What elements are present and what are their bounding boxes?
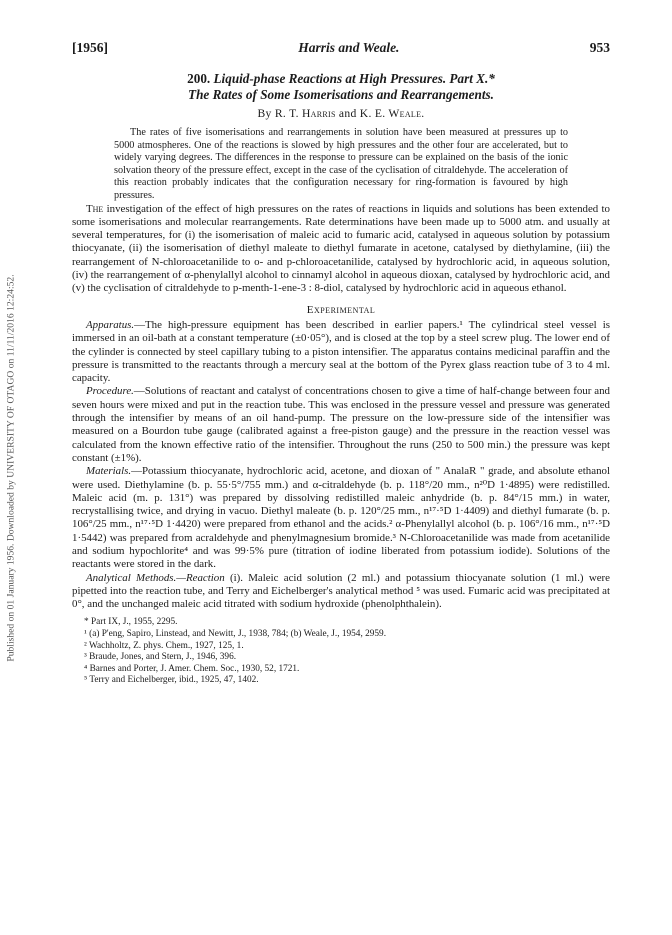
analytical-text: (i). Maleic acid solution (2 ml.) and potassium thiocyanate solution (1 ml.) were pipetted into the reaction tube, and Terry and Eichelberger's analytical method ⁵ was used. Fumaric acid was precipitated at 0°, and the unchanged maleic acid titrated with sodium hydroxide (phenolphthalein). <box>72 571 610 611</box>
materials-text: —Potassium thiocyanate, hydrochloric acid, acetone, and dioxan of " AnalaR " grade, and absolute ethanol were used. Diethylamine (b. p. 55·5°/755 mm.) and α-citraldehyde (b. p. 118°/20 mm., n²⁰D 1·4895) were redistilled. Maleic acid (m. p. 131°) was prepared by dissolving redistilled maleic anhydride (b. p. 84°/15 mm.) in water, recrystallising twice, and drying in vacuo. Diethyl maleate (b. p. 120°/25 mm., n¹⁷·⁵D 1·4409) and diethyl fumarate (b. p. 106°/25 mm., n¹⁷·⁵D 1·4420) were prepared from ethanol and the acids.² α-Phenylallyl alcohol (b. p. 106°/16 mm., n¹⁷·⁵D 1·5442) was prepared from acraldehyde and phenylmagnesium bromide.³ N-Chloroacetanilide was made from acetanilide and sodium hypochlorite⁴ and was 99·5% pure (titration of iodine liberated from potassium iodide). Solutions of the reactants were stored in the dark. <box>72 465 610 571</box>
analytical-paragraph <box>72 572 610 612</box>
author-by: By <box>257 107 272 120</box>
running-header <box>72 40 610 62</box>
footnotes <box>72 617 610 687</box>
download-watermark <box>0 0 22 935</box>
intro-paragraph <box>72 203 610 296</box>
footnote: ⁴ Barnes and Porter, J. Amer. Chem. Soc., 1930, 52, 1721. <box>84 663 300 674</box>
materials-label: Materials. <box>86 465 132 478</box>
analytical-label: Analytical Methods.—Reaction <box>86 571 225 584</box>
materials-paragraph <box>72 465 610 571</box>
article-number: 200. <box>187 71 211 86</box>
apparatus-text: —The high-pressure equipment has been described in earlier papers.¹ The cylindrical steel vessel is immersed in an oil-bath at a constant temperature (±0·05°), and is closed at the top by a steel screw plug. The lower end of the cylinder is connected by steel capillary tubing to a piston intensifier. The apparatus contains medicinal paraffin and the pressure is transmitted to the reactants through a mercury seal at the bottom of the Pyrex glass reaction tube of 3 to 4 ml. capacity. <box>72 318 610 385</box>
abstract: The rates of five isomerisations and rearrangements in solution have been measured at pressures up to 5000 atmospheres. One of the reactions is slowed by high pressures and the other four are accelerated, but to widely varying degrees. The differences in the response to pressure can be explained on the basis of the ionic solvation theory of the pressure effect, except in the case of the cyclisation of citraldehyde. The acceleration of this reaction probably indicates that the configuration necessary for ring-formation is favoured by high pressures. <box>114 127 568 201</box>
section-heading-experimental: Experimental <box>306 303 376 316</box>
apparatus-paragraph <box>72 319 610 385</box>
header-year: [1956] <box>72 40 108 55</box>
author-line <box>72 107 610 120</box>
procedure-label: Procedure. <box>86 385 134 398</box>
title-line-1-text: Liquid-phase Reactions at High Pressures. Part X.* <box>213 71 495 86</box>
author-1: R. T. Harris <box>274 107 336 120</box>
header-running-title: Harris and Weale. <box>298 40 400 55</box>
title-line-1 <box>72 71 610 87</box>
footnote: ³ Braude, Jones, and Stern, J., 1946, 396. <box>84 652 237 663</box>
author-and: and <box>338 107 357 120</box>
footnote: * Part IX, J., 1955, 2295. <box>84 617 178 628</box>
footnote: ⁵ Terry and Eichelberger, ibid., 1925, 47, 1402. <box>84 675 259 686</box>
download-watermark-text: Published on 01 January 1956. Downloaded by UNIVERSITY OF OTAGO on 11/11/2016 12:24:52. <box>5 274 17 662</box>
intro-first-word: The <box>86 202 104 215</box>
title-line-2: The Rates of Some Isomerisations and Rearrangements. <box>188 87 494 102</box>
footnote: ² Wachholtz, Z. phys. Chem., 1927, 125, 1. <box>84 640 244 651</box>
footnote: ¹ (a) P'eng, Sapiro, Linstead, and Newitt, J., 1938, 784; (b) Weale, J., 1954, 2959. <box>84 629 387 640</box>
article-title <box>72 71 610 103</box>
procedure-text: —Solutions of reactant and catalyst of concentrations chosen to give a time of half-change between four and seven hours were mixed and put in the reaction tube. This was enclosed in the pressure vessel and pressure was generated through the intensifier by means of an oil hand-pump. The pressure on the low-pressure side of the intensifier was measured on a Bourdon tube gauge (calibrated against a free-piston gauge) and the pressure in the reaction vessel was calculated from the known effective ratio of the intensifier. Throughout the runs (250 to 500 min.) the pressure was kept constant (±1%). <box>72 385 610 464</box>
header-page-number: 953 <box>589 40 610 55</box>
apparatus-label: Apparatus. <box>86 318 135 331</box>
author-2: K. E. Weale. <box>359 107 425 120</box>
procedure-paragraph <box>72 385 610 465</box>
intro-text: investigation of the effect of high pressures on the rates of reactions in liquids and solutions has been extended to some isomerisations and molecular rearrangements. Rate determinations have been made up to 5000 atm. and usually at several temperatures, for (i) the isomerisation of maleic acid to fumaric acid, catalysed in aqueous solution by potassium thiocyanate, (ii) the isomerisation of diethyl maleate to diethyl fumarate in acetone, catalysed by diethylamine, (iii) the rearrangement of N-chloroacetanilide to o- and p-chloroacetanilide, catalysed by hydrochloric acid, in aqueous solution, (iv) the rearrangement of α-phenylallyl alcohol to cinnamyl alcohol in aqueous dioxan, catalysed by hydrochloric acid, and (v) the cyclisation of citraldehyde to p-menth-1-ene-3 : 8-diol, catalysed by hydrochloric acid in aqueous ethanol. <box>72 202 610 295</box>
article-body <box>72 203 610 612</box>
article-page <box>72 40 610 687</box>
